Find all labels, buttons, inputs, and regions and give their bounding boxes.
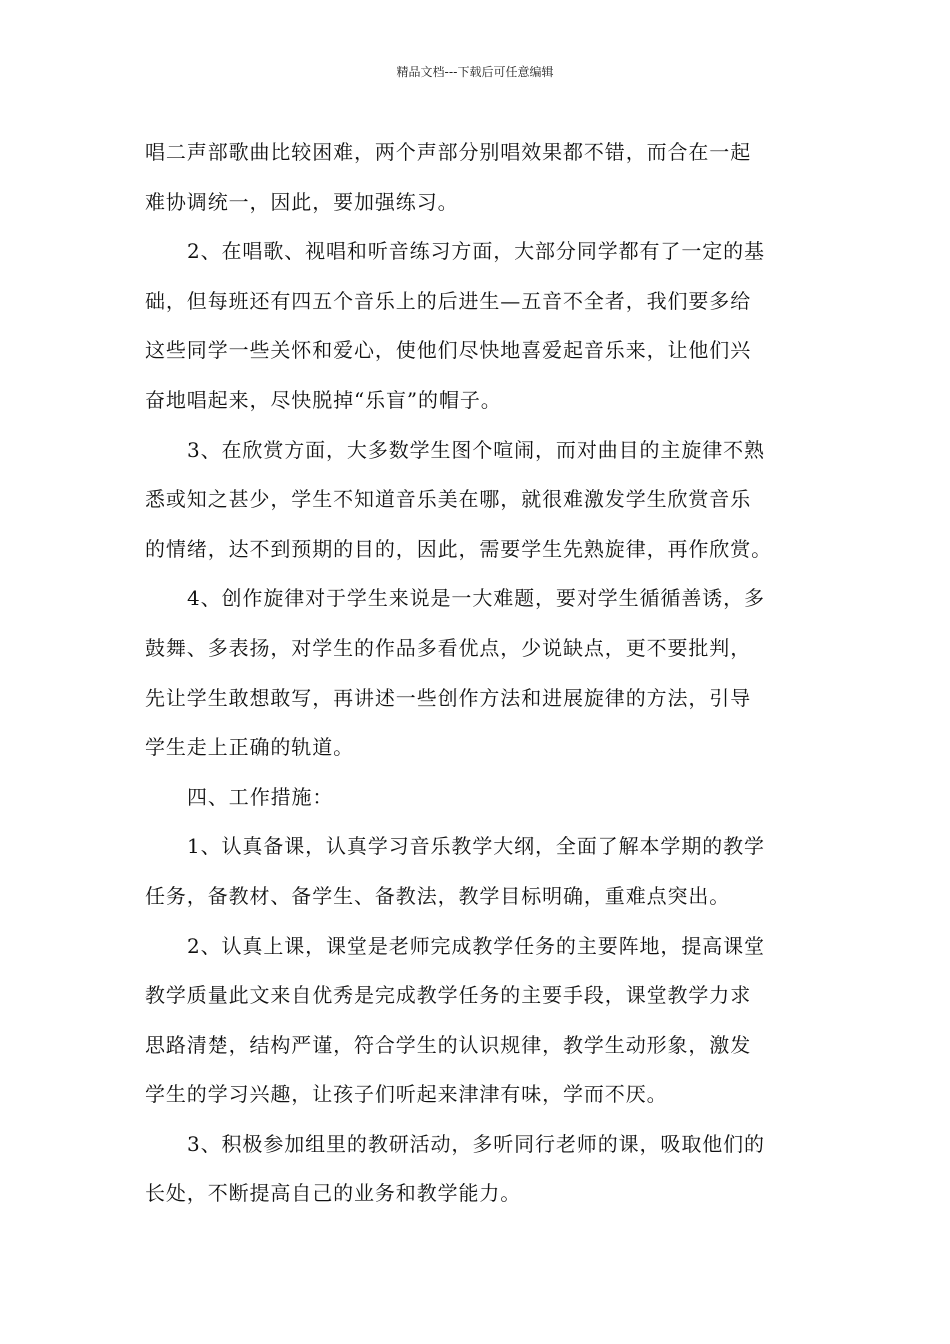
text-line: 长处，不断提高自己的业务和教学能力。 — [145, 1181, 522, 1206]
text-line: 的情绪，达不到预期的目的，因此，需要学生先熟旋律，再作欣赏。 — [145, 536, 772, 561]
text-line: 1、认真备课，认真学习音乐教学大纲，全面了解本学期的教学 — [187, 834, 765, 859]
text-line: 任务，备教材、备学生、备教法，教学目标明确，重难点突出。 — [145, 883, 731, 908]
section-heading: 四、工作措施： — [187, 784, 334, 809]
text-line: 2、认真上课，课堂是老师完成教学任务的主要阵地，提高课堂 — [187, 933, 765, 958]
text-line: 奋地唱起来，尽快脱掉“乐盲”的帽子。 — [145, 387, 502, 412]
text-line: 学生的学习兴趣，让孩子们听起来津津有味，学而不厌。 — [145, 1082, 668, 1107]
text-line: 3、在欣赏方面，大多数学生图个喧闹，而对曲目的主旋律不熟 — [187, 437, 765, 462]
text-line: 思路清楚，结构严谨，符合学生的认识规律，教学生动形象，激发 — [145, 1032, 752, 1057]
text-line: 2、在唱歌、视唱和听音练习方面，大部分同学都有了一定的基 — [187, 239, 765, 264]
text-line: 难协调统一，因此，要加强练习。 — [145, 189, 459, 214]
text-line: 教学质量此文来自优秀是完成教学任务的主要手段，课堂教学力求 — [145, 983, 752, 1008]
text-line: 3、积极参加组里的教研活动，多听同行老师的课，吸取他们的 — [187, 1131, 765, 1156]
text-line: 鼓舞、多表扬，对学生的作品多看优点，少说缺点，更不要批判， — [145, 635, 752, 660]
text-line: 唱二声部歌曲比较困难，两个声部分别唱效果都不错，而合在一起 — [145, 140, 752, 164]
page-header: 精品文档---下载后可任意编辑 — [396, 65, 554, 79]
text-line: 悉或知之甚少，学生不知道音乐美在哪，就很难激发学生欣赏音乐 — [145, 487, 752, 512]
text-line: 学生走上正确的轨道。 — [145, 735, 354, 760]
document-body — [145, 128, 805, 1219]
text-line: 4、创作旋律对于学生来说是一大难题，要对学生循循善诱，多 — [187, 586, 765, 611]
text-line: 这些同学一些关怀和爱心，使他们尽快地喜爱起音乐来，让他们兴 — [145, 338, 752, 363]
text-line: 础，但每班还有四五个音乐上的后进生—五音不全者，我们要多给 — [145, 288, 752, 313]
text-line: 先让学生敢想敢写，再讲述一些创作方法和进展旋律的方法，引导 — [145, 685, 752, 710]
